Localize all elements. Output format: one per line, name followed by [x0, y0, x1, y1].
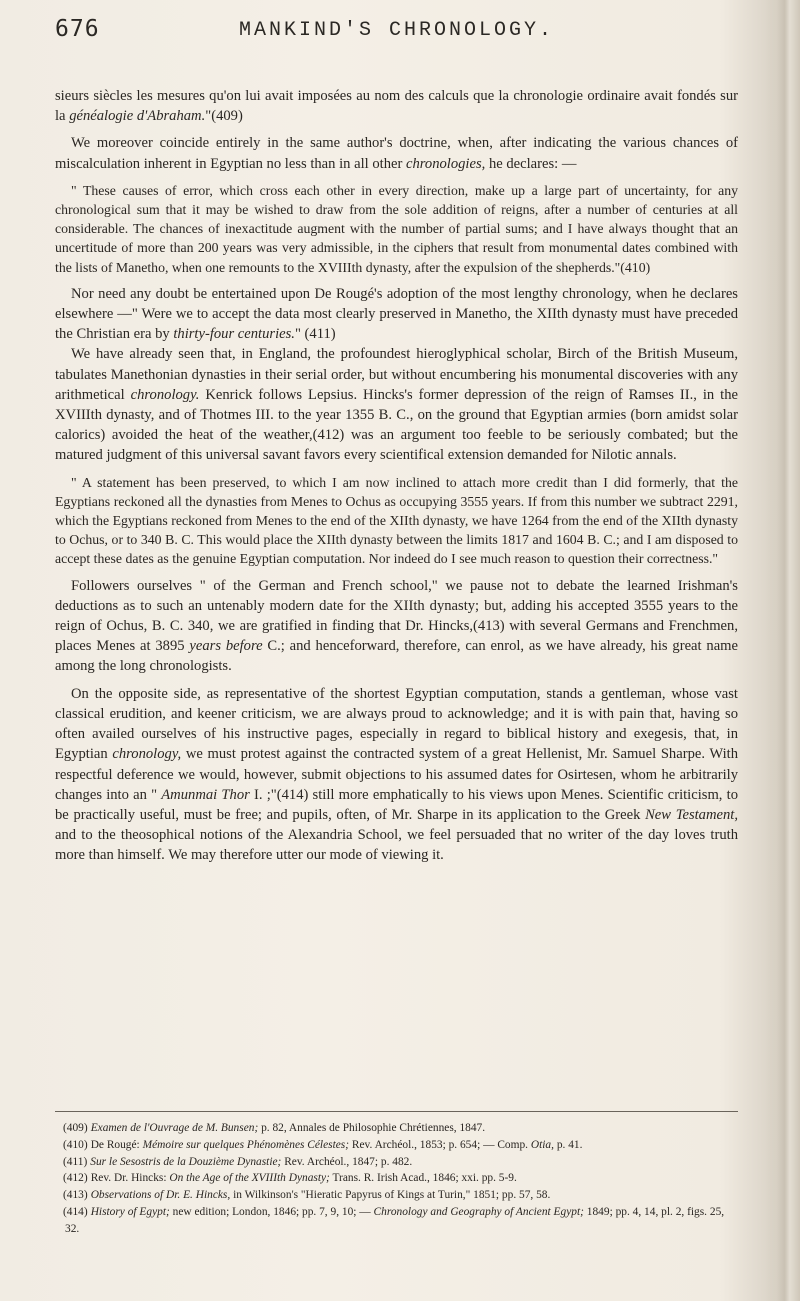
footnotes: [55, 1111, 738, 1238]
text-segment: new edition; London, 1846; pp. 7, 9, 10; —: [169, 1205, 374, 1218]
footnote-number: (410): [63, 1138, 88, 1151]
italic-text: Mémoire sur quelques Phénomènes Célestes;: [142, 1138, 350, 1151]
footnote: [55, 1187, 738, 1204]
text-segment: he declares: —: [485, 155, 577, 172]
text-segment: "(409): [205, 108, 243, 125]
footnote: [55, 1154, 738, 1171]
running-head: MANKIND'S CHRONOLOGY.: [238, 19, 555, 42]
text-segment: On the opposite side, as representative of the shortest Egyptian computation, stands a gentleman, whose vast classical erudition, and keener criticism, we are always proud to acknowledge; and it is with pain that, having so often availed ourselves of his instructive pages, especially in regard to biblical history and exegesis, that, in Egyptian: [55, 685, 738, 763]
text-segment: Rev. Dr. Hincks:: [90, 1172, 170, 1185]
footnote-number: (412): [63, 1172, 88, 1185]
text-segment: We have already seen that, in England, the profoundest hieroglyphical scholar, Birch of the British Museum, tabulates Manethonian dynasties in their serial order, but without encumbering his monumental discoveries with any arithmetical: [55, 346, 738, 403]
italic-text: Chronology and Geography of Ancient Egypt;: [373, 1205, 584, 1218]
text-segment: p. 41.: [553, 1138, 583, 1151]
italic-text: On the Age of the XVIIIth Dynasty;: [169, 1172, 330, 1185]
text-segment: De Rougé:: [90, 1138, 143, 1151]
italic-text: Otia,: [530, 1138, 554, 1151]
text-segment: C.; and henceforward, therefore, can enrol, as we have already, his great name among the long chronologists.: [55, 638, 739, 675]
footnote-number: (409): [63, 1122, 88, 1134]
italic-text: généalogie d'Abraham.: [69, 108, 206, 125]
page-gutter-shadow: [766, 0, 800, 1301]
footnote-number: (414): [63, 1205, 88, 1218]
paragraph: [55, 284, 738, 345]
paragraph: [55, 684, 738, 866]
footnote: [55, 1170, 738, 1187]
footnote-number: (411): [63, 1155, 88, 1168]
text-segment: and to the theosophical notions of the Alexandria School, we feel persuaded that no writer of the day loves truth more than himself. We may therefore utter our mode of viewing it.: [55, 827, 738, 864]
text-segment: Nor need any doubt be entertained upon De Rougé's adoption of the most lengthy chronology, when he declares elsewhere —" Were we to accept the data most clearly preserved in Manetho, the XIIth dynasty must have preceded the Christian era by: [55, 285, 738, 343]
text-segment: I. ;"(414) still more emphatically to his views upon Menes. Scientific criticism, to be practically useful, must be free; and pupils, often, of Mr. Sharpe in its application to the Greek: [55, 786, 739, 823]
italic-text: Examen de l'Ouvrage de M. Bunsen;: [90, 1122, 259, 1134]
italic-text: History of Egypt;: [90, 1205, 170, 1218]
text-segment: sieurs siècles les mesures qu'on lui avait imposées au nom des calculs que la chronologie ordinaire avait fondés sur la: [55, 88, 738, 125]
page-number: 676: [55, 16, 100, 42]
text-segment: Rev. Archéol., 1847; p. 482.: [281, 1155, 413, 1168]
italic-text: Observations of Dr. E. Hincks,: [90, 1189, 231, 1202]
italic-text: chronology,: [112, 746, 182, 763]
text-segment: p. 82, Annales de Philosophie Chrétiennes, 1847.: [258, 1122, 486, 1134]
paragraph: [55, 576, 738, 677]
text-segment: Kenrick follows Lepsius. Hincks's former depression of the reign of Ramses II., in the XVIIIth dynasty, and of Thotmes III. to the year 1355 B. C., on the ground that Egyptian armies (born amidst solar calorics) avoided the heat of the weather,(412) was an argument too feeble to be seriously combated; but the matured judgment of this universal savant favors every scientifical extension demanded for Nilotic annals.: [55, 386, 738, 464]
text-segment: in Wilkinson's "Hieratic Papyrus of Kings at Turin," 1851; pp. 57, 58.: [230, 1189, 551, 1202]
text-segment: Trans. R. Irish Acad., 1846; xxi. pp. 5-9.: [329, 1172, 517, 1185]
text-segment: " (411): [294, 326, 336, 343]
body-text: [55, 86, 738, 873]
text-segment: 1849; pp. 4, 14, pl. 2, figs. 25, 32.: [65, 1205, 725, 1235]
paragraph: [55, 133, 738, 173]
paragraph: [55, 344, 738, 465]
text-segment: we must protest against the contracted system of a great Hellenist, Mr. Samuel Sharpe. With respectful deference we would, however, submit objections to his assumed dates for Osirtesen, whom he arbitrarily changes into an ": [55, 746, 738, 803]
paragraph: [55, 86, 738, 126]
text-segment: " A statement has been preserved, to which I am now inclined to attach more credit than I did formerly, that the Egyptians reckoned all the dynasties from Menes to Ochus as occupying 3555 years. If from this number we subtract 2291, which the Egyptians reckoned from Menes to the end of the XIIth dynasty, we have 1264 from the end of the XIIth dynasty to Ochus, or to 340 B. C. This would place the XIIth dynasty between the limits 1817 and 1604 B. C.; and I am disposed to accept these dates as the genuine Egyptian computation. Nor indeed do I see much reason to question their correctness.": [55, 474, 738, 567]
italic-text: Sur le Sesostris de la Douzième Dynastie;: [90, 1155, 282, 1168]
footnote: [55, 1204, 738, 1238]
text-segment: Rev. Archéol., 1853; p. 654; — Comp.: [349, 1138, 531, 1151]
italic-text: chronologies,: [405, 155, 486, 172]
italic-text: years before: [189, 638, 263, 655]
footnote-number: (413): [63, 1189, 88, 1202]
paragraph: [55, 181, 738, 277]
text-segment: We moreover coincide entirely in the same author's doctrine, when, after indicating the various chances of miscalculation inherent in Egyptian no less than in all other: [55, 135, 738, 172]
page-header: [55, 16, 738, 50]
italic-text: thirty-four centuries.: [173, 326, 295, 343]
italic-text: New Testament,: [645, 806, 738, 823]
italic-text: chronology.: [130, 386, 200, 403]
footnote: [55, 1120, 738, 1137]
footnote: [55, 1137, 738, 1154]
paragraph: [55, 473, 738, 569]
text-segment: " These causes of error, which cross each other in every direction, make up a large part of uncertainty, for any chronological sum that it may be wished to draw from the sole addition of reigns, after a number of centuries at all considerable. The chances of inexactitude augment with the number of partial sums; and I have always thought that an uncertitude of more than 200 years was very admissible, in the ciphers that result from monumental dates combined with the lists of Manetho, when one remounts to the XVIIIth dynasty, after the expulsion of the shepherds."(410): [55, 182, 738, 275]
italic-text: Amunmai Thor: [161, 786, 250, 803]
text-segment: Followers ourselves " of the German and French school," we pause not to debate the learned Irishman's deductions as to such an untenably modern date for the XIIth dynasty; but, adding his accepted 3555 years to the reign of Ochus, B. C. 340, we are gratified in finding that Dr. Hincks,(413) with several Germans and Frenchmen, places Menes at 3895: [55, 577, 738, 655]
